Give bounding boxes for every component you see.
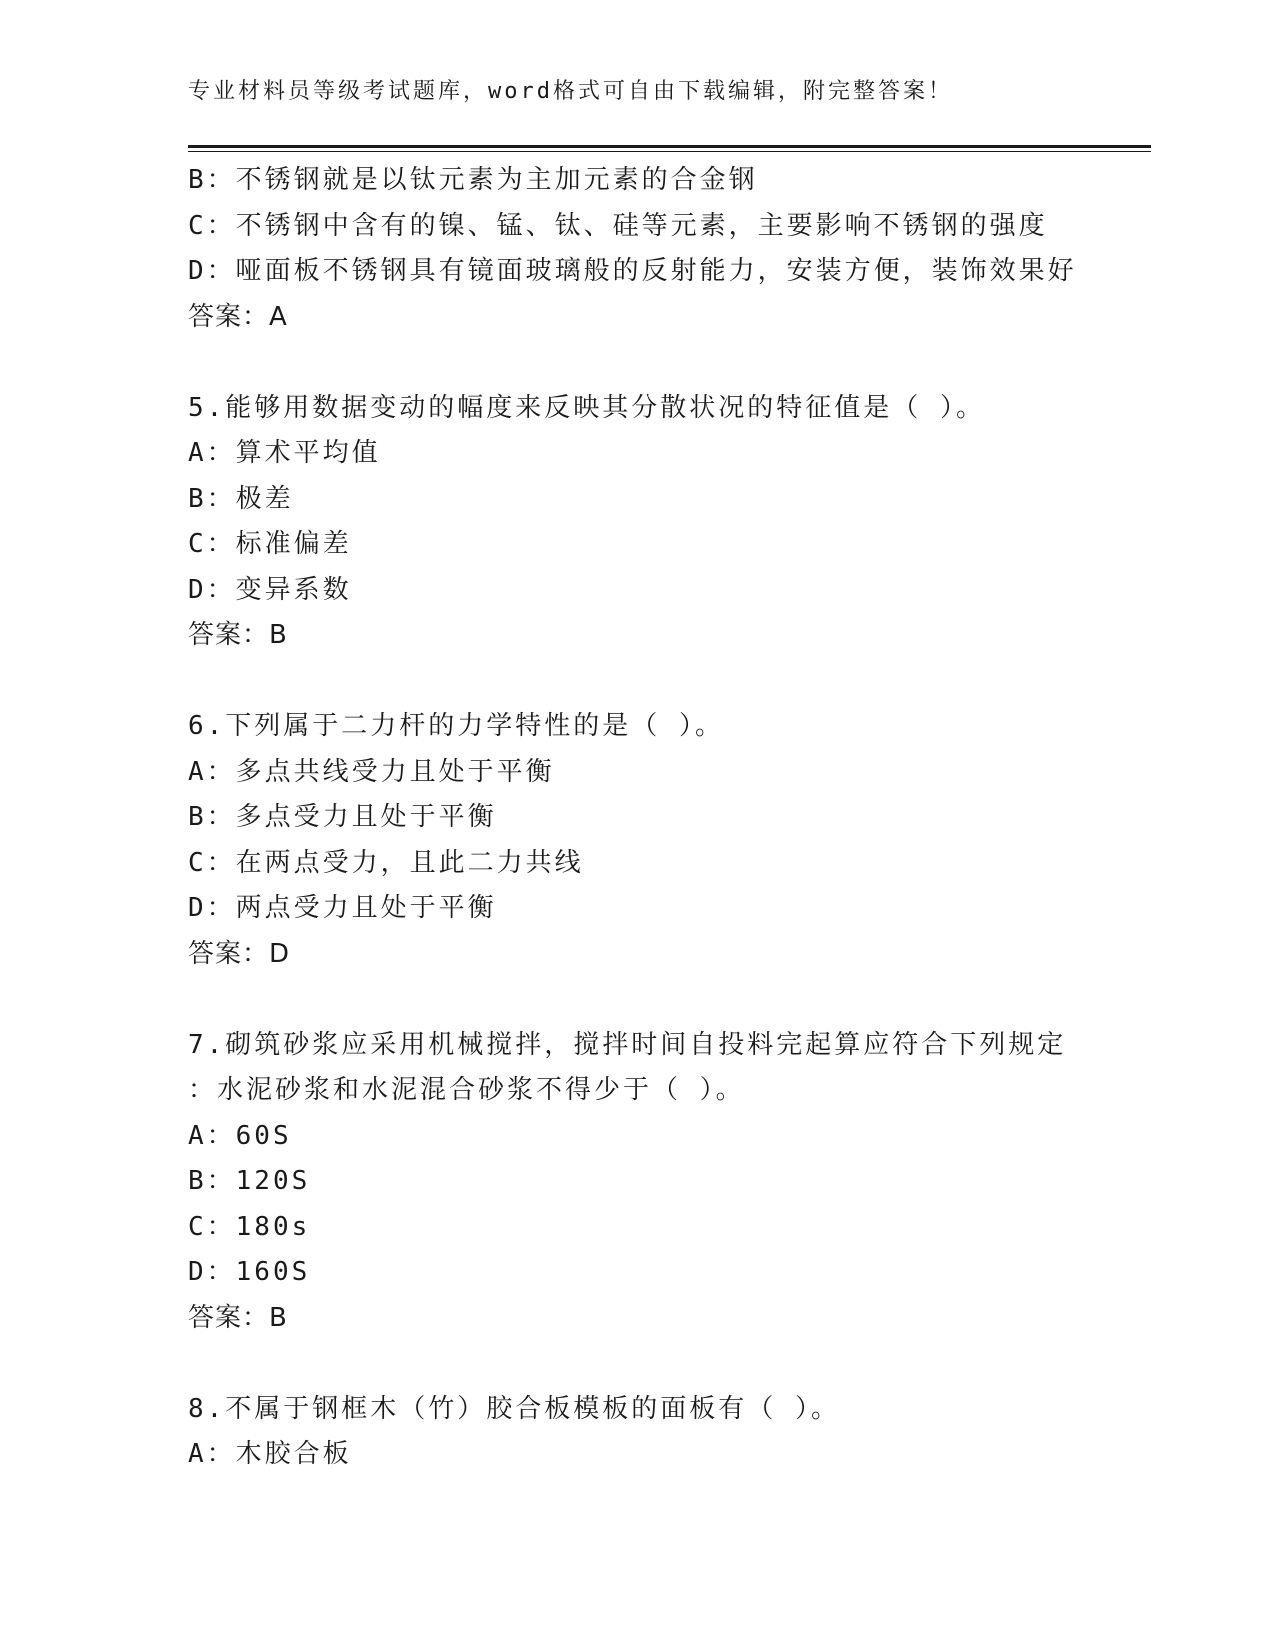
option-b: B：多点受力且处于平衡 [188,802,497,832]
option-a: A：多点共线受力且处于平衡 [188,756,555,787]
header-rule-thin [188,151,1151,152]
question-text-line-2: ：水泥砂浆和水泥混合砂浆不得少于（ ）。 [188,1075,745,1105]
answer: 答案：B [188,620,288,650]
header-rule-thick [188,145,1151,148]
spacer [188,977,1148,1023]
spacer [188,659,1148,705]
answer: 答案：A [188,301,288,332]
question-4-block [188,158,1148,340]
question-8-block [188,1387,1148,1478]
spacer [188,340,1148,386]
option-c: C：在两点受力，且此二力共线 [188,847,584,878]
option-b: B：不锈钢就是以钛元素为主加元素的合金钢 [188,165,758,195]
answer: 答案：D [188,938,291,969]
option-c: C：不锈钢中含有的镍、锰、钛、硅等元素，主要影响不锈钢的强度 [188,210,1048,241]
answer: 答案：B [188,1302,288,1333]
option-c: C：标准偏差 [188,529,352,559]
option-d: D：变异系数 [188,574,352,605]
option-d: D：哑面板不锈钢具有镜面玻璃般的反射能力，安装方便，装饰效果好 [188,256,1077,286]
question-text: 6.下列属于二力杆的力学特性的是（ ）。 [188,711,724,741]
option-a: A：60S [188,1120,292,1151]
question-7-block [188,1023,1148,1342]
option-d: D：两点受力且处于平衡 [188,893,497,923]
question-text: 5.能够用数据变动的幅度来反映其分散状况的特征值是（ ）。 [188,392,985,423]
question-5-block [188,386,1148,659]
option-d: D：160S [188,1257,311,1287]
option-c: C：180s [188,1211,311,1242]
spacer [188,1341,1148,1387]
question-text-line-1: 7.砌筑砂浆应采用机械搅拌，搅拌时间自投料完起算应符合下列规定 [188,1029,1067,1060]
question-text: 8.不属于钢框木（竹）胶合板模板的面板有（ ）。 [188,1393,840,1424]
option-b: B：极差 [188,483,294,514]
question-content [188,158,1148,1478]
option-b: B：120S [188,1166,311,1196]
option-a: A：木胶合板 [188,1439,352,1469]
question-6-block [188,704,1148,977]
page-header: 专业材料员等级考试题库，word格式可自由下载编辑，附完整答案！ [188,79,953,104]
option-a: A：算术平均值 [188,438,381,468]
